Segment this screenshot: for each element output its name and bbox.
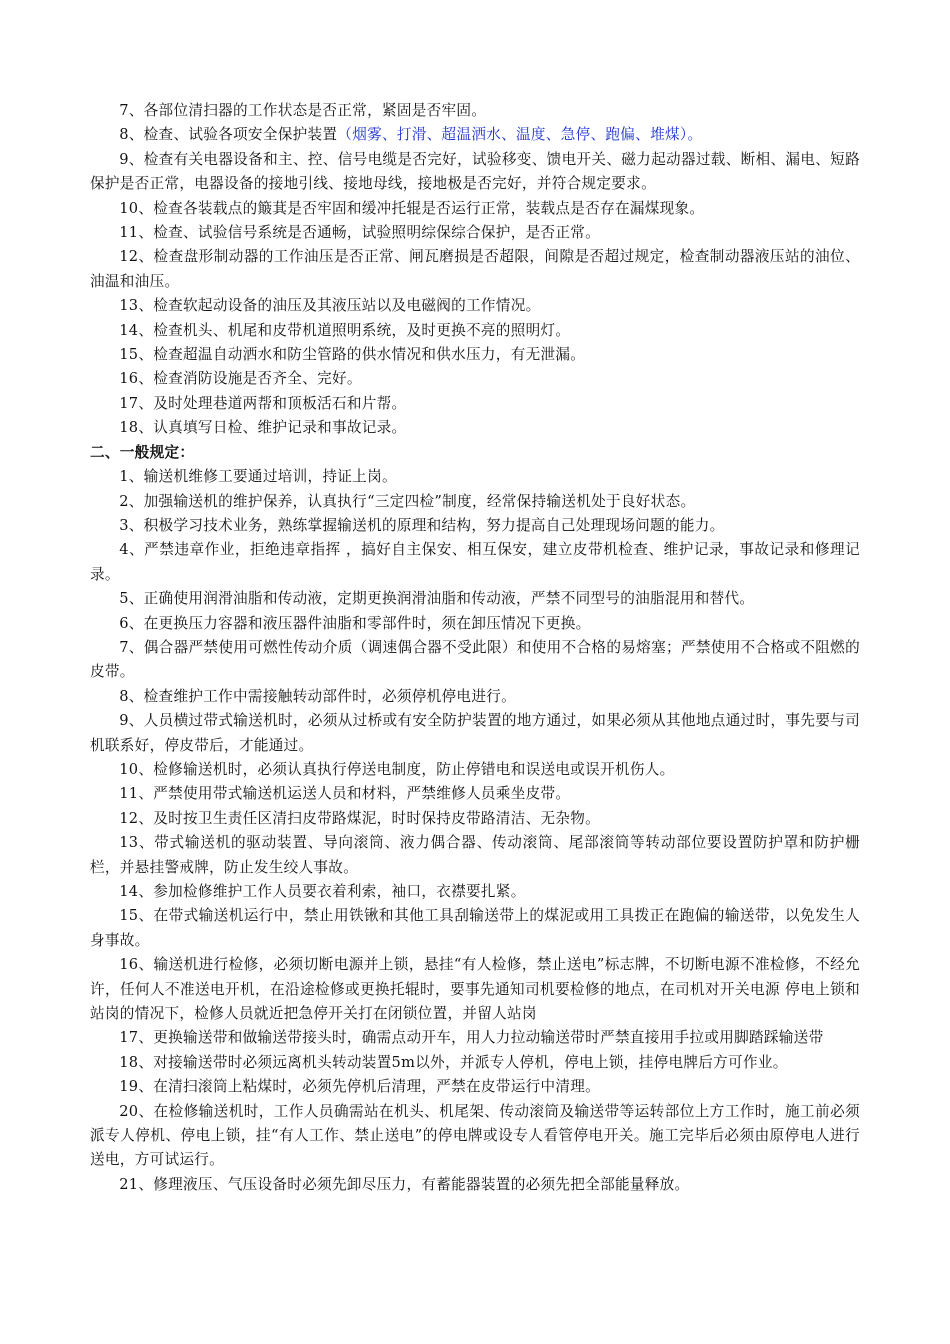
rule-20: 20、在检修输送机时，工作人员确需站在机头、机尾架、传动滚筒及输送带等运转部位上方工作时，施工前必须派专人停机、停电上锁，挂“有人工作、禁止送电”的停电牌或设专人看管停电开关。施工完毕后必须由原停电人进行送电，方可试运行。: [90, 1102, 860, 1169]
item-13: 13、检查软起动设备的油压及其液压站以及电磁阀的工作情况。: [119, 297, 541, 315]
item-15: 15、检查超温自动洒水和防尘管路的供水情况和供水压力，有无泄漏。: [119, 346, 586, 364]
rule-4: 4、严禁违章作业，拒绝违章指挥 ，搞好自主保安、相互保安，建立皮带机检查、维护记录，事故记录和修理记录。: [90, 541, 860, 583]
rule-7: 7、偶合器严禁使用可燃性传动介质（调速偶合器不受此限）和使用不合格的易熔塞；严禁使用不合格或不阻燃的皮带。: [90, 638, 860, 681]
rule-1: 1、输送机维修工要通过培训，持证上岗。: [119, 468, 397, 486]
rule-18: 18、对接输送带时必须远离机头转动装置5m以外，并派专人停机，停电上锁，挂停电牌后方可作业。: [119, 1053, 788, 1071]
rule-17: 17、更换输送带和做输送带接头时，确需点动开车，用人力拉动输送带时严禁直接用手拉或用脚踏踩输送带: [119, 1029, 824, 1047]
rule-10: 10、检修输送机时，必须认真执行停送电制度，防止停错电和误送电或误开机伤人。: [119, 760, 675, 778]
rule-2: 2、加强输送机的维护保养，认真执行“三定四检”制度，经常保持输送机处于良好状态。: [119, 492, 696, 510]
rule-12: 12、及时按卫生责任区清扫皮带路煤泥，时时保持皮带路清洁、无杂物。: [119, 809, 601, 827]
rule-11: 11、严禁使用带式输送机运送人员和材料，严禁维修人员乘坐皮带。: [119, 785, 571, 803]
rule-21: 21、修理液压、气压设备时必须先卸尽压力，有蓄能器装置的必须先把全部能量释放。: [119, 1175, 690, 1193]
item-12: 12、检查盘形制动器的工作油压是否正常、闸瓦磨损是否超限，间隙是否超过规定，检查制动器液压站的油位、油温和油压。: [90, 248, 860, 290]
rule-3: 3、积极学习技术业务，熟练掌握输送机的原理和结构，努力提高自己处理现场问题的能力。: [119, 516, 725, 534]
rule-16: 16、输送机进行检修，必须切断电源并上锁，悬挂“有人检修，禁止送电”标志牌，不切断电源不准检修，不经允许，任何人不准送电开机，在沿途检修或更换托辊时，要事先通知司机要检修的地点，在司机对开关电源 停电上锁和站岗的情况下，检修人员就近把急停开关打在闭锁位置，并留人站岗: [90, 956, 860, 1023]
rule-15: 15、在带式输送机运行中，禁止用铁锹和其他工具刮输送带上的煤泥或用工具拨正在跑偏的输送带，以免发生人身事故。: [90, 907, 860, 949]
item-14: 14、检查机头、机尾和皮带机道照明系统，及时更换不亮的照明灯。: [119, 321, 571, 339]
item-8-text: 8、检查、试验各项安全保护装置: [119, 126, 338, 144]
rule-5: 5、正确使用润滑油脂和传动液，定期更换润滑油脂和传动液，严禁不同型号的油脂混用和替代。: [119, 590, 755, 608]
section-heading-general-rules: 二、一般规定：: [90, 443, 195, 461]
rule-6: 6、在更换压力容器和液压器件油脂和零部件时，须在卸压情况下更换。: [119, 614, 591, 632]
item-9: 9、检查有关电器设备和主、控、信号电缆是否完好，试验移变、馈电开关、磁力起动器过载、断相、漏电、短路保护是否正常，电器设备的接地引线、接地母线，接地极是否完好，并符合规定要求。: [90, 150, 860, 193]
item-16: 16、检查消防设施是否齐全、完好。: [119, 370, 362, 388]
rule-13: 13、带式输送机的驱动装置、导向滚筒、液力偶合器、传动滚筒、尾部滚筒等转动部位要设置防护罩和防护栅栏，并悬挂警戒牌，防止发生绞人事故。: [90, 834, 860, 876]
item-18: 18、认真填写日检、维护记录和事故记录。: [119, 419, 407, 437]
rule-9: 9、人员横过带式输送机时，必须从过桥或有安全防护装置的地方通过，如果必须从其他地点通过时，事先要与司机联系好，停皮带后，才能通过。: [90, 712, 860, 754]
item-7: 7、各部位清扫器的工作状态是否正常，紧固是否牢固。: [119, 102, 487, 119]
item-11: 11、检查、试验信号系统是否通畅，试验照明综保综合保护，是否正常。: [119, 224, 601, 242]
rule-14: 14、参加检修维护工作人员要衣着利索，袖口，衣襟要扎紧。: [119, 883, 526, 900]
item-10: 10、检查各装载点的簸萁是否牢固和缓冲托辊是否运行正常，装载点是否存在漏煤现象。: [119, 199, 705, 217]
item-8: [90, 123, 860, 147]
rule-19: 19、在清扫滚筒上粘煤时，必须先停机后清理，严禁在皮带运行中清理。: [119, 1078, 601, 1096]
item-8-highlight: （烟雾、打滑、超温洒水、温度、急停、跑偏、堆煤）。: [337, 126, 703, 144]
item-17: 17、及时处理巷道两帮和顶板活石和片帮。: [119, 394, 407, 412]
rule-8: 8、检查维护工作中需接触转动部件时，必须停机停电进行。: [119, 687, 517, 705]
document-page: [90, 99, 860, 1197]
